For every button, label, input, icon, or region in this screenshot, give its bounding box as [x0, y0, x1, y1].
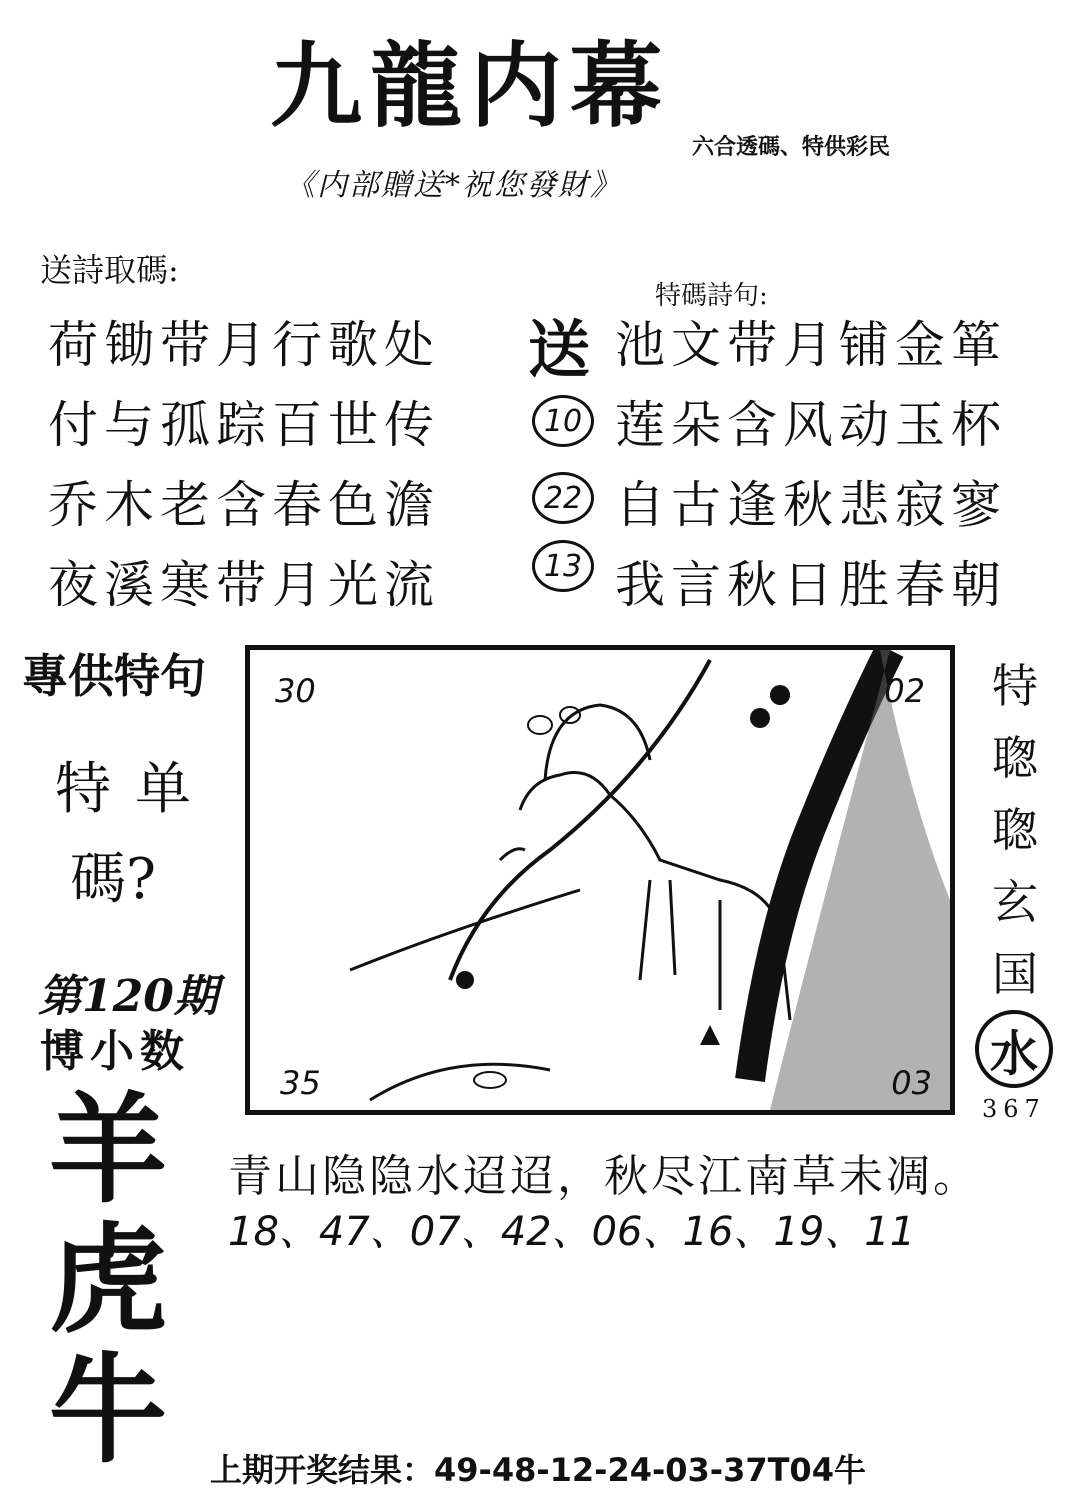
right-poem-line: 莲朵含风动玉杯: [615, 396, 1007, 454]
right-poem-line: 我言秋日胜春朝: [615, 556, 1007, 614]
zodiac-char: 羊: [48, 1080, 167, 1219]
goat-tree-illustration: [250, 650, 950, 1110]
right-poem-line: 池文带月铺金箪: [615, 316, 1007, 374]
corner-number-top-left: 30: [275, 672, 316, 710]
right-column-char: 特: [992, 659, 1038, 713]
last-result: 上期开奖结果：49-48-12-24-03-37T04牛: [210, 1451, 866, 1489]
right-column-char: 玄: [992, 875, 1038, 929]
bottom-poem: 青山隐隐水迢迢，秋尽江南草未凋。: [228, 1151, 980, 1202]
small-digits: 367: [982, 1095, 1046, 1123]
corner-number-bottom-right: 03: [891, 1064, 932, 1102]
special-single-line: 特单: [55, 757, 215, 822]
element-badge: 水: [975, 1010, 1053, 1088]
subtitle: 六合透碼、特供彩民: [692, 134, 891, 160]
right-column-char: 聦: [992, 803, 1038, 857]
right-poem: [615, 305, 1007, 625]
left-poem-line: 乔木老含春色澹: [48, 476, 440, 534]
right-poem-label: 特碼詩句:: [655, 281, 768, 311]
illustration-frame: [245, 645, 955, 1115]
page-title: 九龍内幕: [270, 32, 671, 140]
right-column-char: 国: [992, 947, 1038, 1001]
corner-number-top-right: 02: [884, 672, 925, 710]
special-single-line: 碼?: [70, 847, 157, 912]
zodiac-char: 虎: [48, 1210, 167, 1349]
left-poem-line: 荷锄带月行歌处: [48, 316, 440, 374]
special-label: 專供特句: [22, 649, 206, 703]
corner-number-bottom-left: 35: [280, 1064, 321, 1102]
bottom-numbers: 18、47、07、42、06、16、19、11: [228, 1209, 916, 1255]
left-poem-label: 送詩取碼:: [40, 251, 179, 289]
issue-number: 第120期: [38, 971, 218, 1022]
left-poem-line: 夜溪寒带月光流: [48, 556, 440, 614]
zodiac-list: [48, 1080, 168, 1479]
right-column: [985, 650, 1045, 1010]
right-column-char: 聦: [992, 731, 1038, 785]
circle-number: 22: [532, 472, 594, 524]
circle-number: 10: [532, 395, 594, 447]
song-mark: 送: [528, 313, 591, 386]
right-poem-line: 自古逢秋悲寂寥: [615, 476, 1007, 534]
circle-number: 13: [532, 540, 594, 592]
left-poem-line: 付与孤踪百世传: [48, 396, 440, 454]
left-poem: [48, 305, 440, 625]
zodiac-char: 牛: [48, 1340, 167, 1479]
slogan: 《内部贈送*祝您發財》: [285, 168, 622, 203]
bozhao-label: 博小数: [40, 1026, 190, 1077]
